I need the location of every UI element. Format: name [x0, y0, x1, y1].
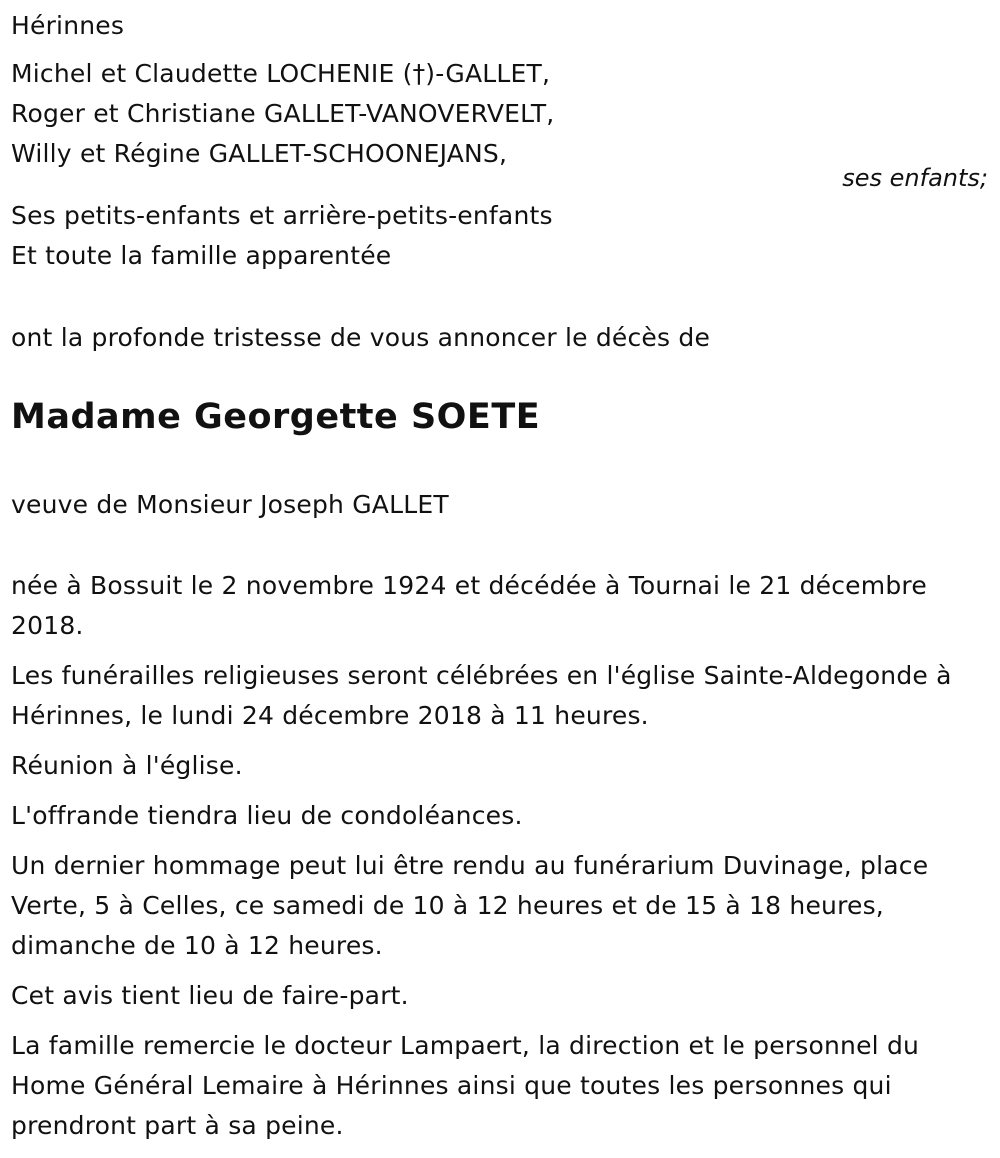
child-line-1: Michel et Claudette LOCHENIE (†)-GALLET,	[11, 59, 551, 88]
paragraph-line: née à Bossuit le 2 novembre 1924 et décédée à Tournai le 21 décembre	[11, 571, 927, 600]
notice-body	[11, 566, 991, 1156]
paragraph-line: Hérinnes, le lundi 24 décembre 2018 à 11 heures.	[11, 701, 649, 730]
widow-of-text: veuve de Monsieur Joseph GALLET	[11, 490, 449, 519]
paragraph-line: La famille remercie le docteur Lampaert, la direction et le personnel du	[11, 1031, 920, 1060]
paragraph-line: Les funérailles religieuses seront célébrées en l'église Sainte-Aldegonde à	[11, 661, 952, 690]
paragraph-line: Cet avis tient lieu de faire-part.	[11, 981, 409, 1010]
offering-paragraph	[11, 796, 991, 836]
deceased-name: Madame Georgette SOETE	[11, 397, 541, 437]
town-name: Hérinnes	[11, 11, 125, 40]
paragraph-line: prendront part à sa peine.	[11, 1111, 344, 1140]
funeral-paragraph	[11, 656, 991, 736]
paragraph-line: Réunion à l'église.	[11, 751, 243, 780]
meeting-paragraph	[11, 746, 991, 786]
children-role-label: ses enfants;	[842, 164, 988, 192]
grandchildren-block	[11, 196, 553, 276]
faire-part-paragraph	[11, 976, 991, 1016]
child-line-3: Willy et Régine GALLET-SCHOONEJANS,	[11, 139, 508, 168]
grandchildren-line-1: Ses petits-enfants et arrière-petits-enfants	[11, 201, 553, 230]
paragraph-line: Verte, 5 à Celles, ce samedi de 10 à 12 heures et de 15 à 18 heures,	[11, 891, 884, 920]
birth-death-paragraph	[11, 566, 991, 646]
child-line-2: Roger et Christiane GALLET-VANOVERVELT,	[11, 99, 555, 128]
paragraph-line: dimanche de 10 à 12 heures.	[11, 931, 383, 960]
children-list	[11, 54, 554, 174]
paragraph-line: L'offrande tiendra lieu de condoléances.	[11, 801, 523, 830]
paragraph-line: Home Général Lemaire à Hérinnes ainsi que toutes les personnes qui	[11, 1071, 892, 1100]
tribute-paragraph	[11, 846, 991, 966]
paragraph-line: Un dernier hommage peut lui être rendu au funérarium Duvinage, place	[11, 851, 929, 880]
thanks-paragraph	[11, 1026, 991, 1146]
grandchildren-line-2: Et toute la famille apparentée	[11, 241, 392, 270]
paragraph-line: 2018.	[11, 611, 84, 640]
announcement-text: ont la profonde tristesse de vous annoncer le décès de	[11, 323, 711, 352]
